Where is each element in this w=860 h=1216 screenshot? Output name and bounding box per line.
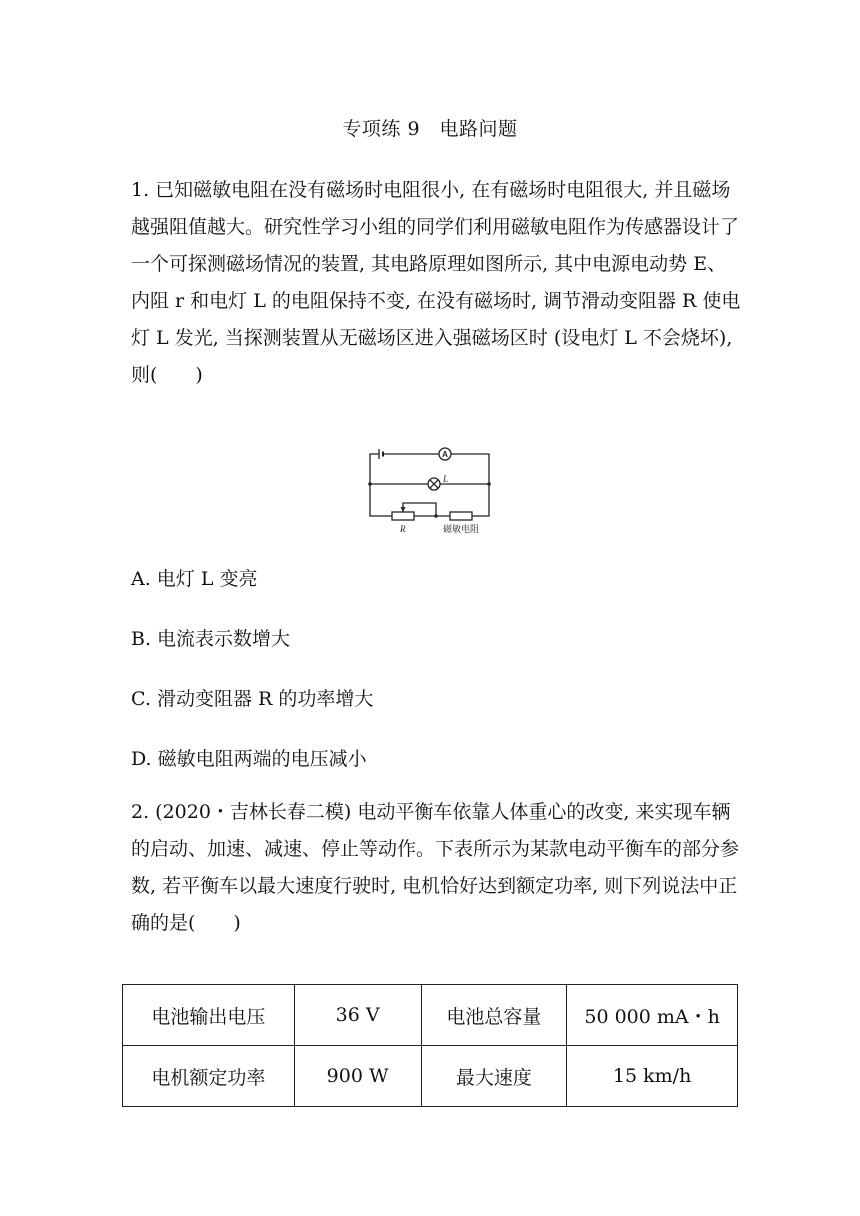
magnetoresistor-icon — [450, 512, 472, 520]
table-cell: 电机额定功率 — [123, 1046, 295, 1107]
table-row — [123, 985, 738, 1046]
slider-arrow-icon — [401, 507, 406, 512]
option-a: A. 电灯 L 变亮 — [131, 568, 258, 590]
table-cell: 50 000 mA・h — [567, 985, 738, 1046]
rheostat-slider — [403, 503, 436, 516]
question-1-stem: 1. 已知磁敏电阻在没有磁场时电阻很小, 在有磁场时电阻很大, 并且磁场越强阻值越大。研究性学习小组的同学们利用磁敏电阻作为传感器设计了一个可探测磁场情况的装置, 其电路原理如图所示, 其中电源电动势 E、内阻 r 和电灯 L 的电阻保持不变, 在没有磁场时, 调节滑动变阻器 R 使电灯 L 发光, 当探测装置从无磁场区进入强磁场区时 (设电灯 L 不会烧坏), 则( ) — [131, 179, 741, 386]
table-cell: 电池总容量 — [421, 985, 567, 1046]
rheostat-label: R — [400, 524, 406, 534]
circuit-diagram — [366, 446, 496, 540]
option-d: D. 磁敏电阻两端的电压减小 — [131, 748, 367, 770]
magnetoresistor-label: 磁敏电阻 — [442, 525, 480, 535]
rheostat-icon — [392, 512, 414, 520]
wire-top-left — [370, 454, 379, 484]
option-b: B. 电流表示数增大 — [131, 628, 291, 650]
parameter-table — [122, 984, 738, 1107]
table-row — [123, 1046, 738, 1107]
ammeter-symbol: A — [442, 450, 448, 459]
table-cell: 电池输出电压 — [123, 985, 295, 1046]
table-cell: 最大速度 — [421, 1046, 567, 1107]
question-2-stem: 2. (2020・吉林长春二模) 电动平衡车依靠人体重心的改变, 来实现车辆的启动、加速、减速、停止等动作。下表所示为某款电动平衡车的部分参数, 若平衡车以最大速度行驶时, 电机恰好达到额定功率, 则下列说法中正确的是( ) — [131, 801, 740, 934]
lamp-label: L — [443, 474, 449, 484]
page-title: 专项练 9 电路问题 — [342, 118, 518, 140]
table-cell: 36 V — [294, 985, 421, 1046]
table-cell: 15 km/h — [567, 1046, 738, 1107]
table-cell: 900 W — [294, 1046, 421, 1107]
option-c: C. 滑动变阻器 R 的功率增大 — [131, 688, 374, 710]
wire-top-right — [451, 454, 489, 484]
